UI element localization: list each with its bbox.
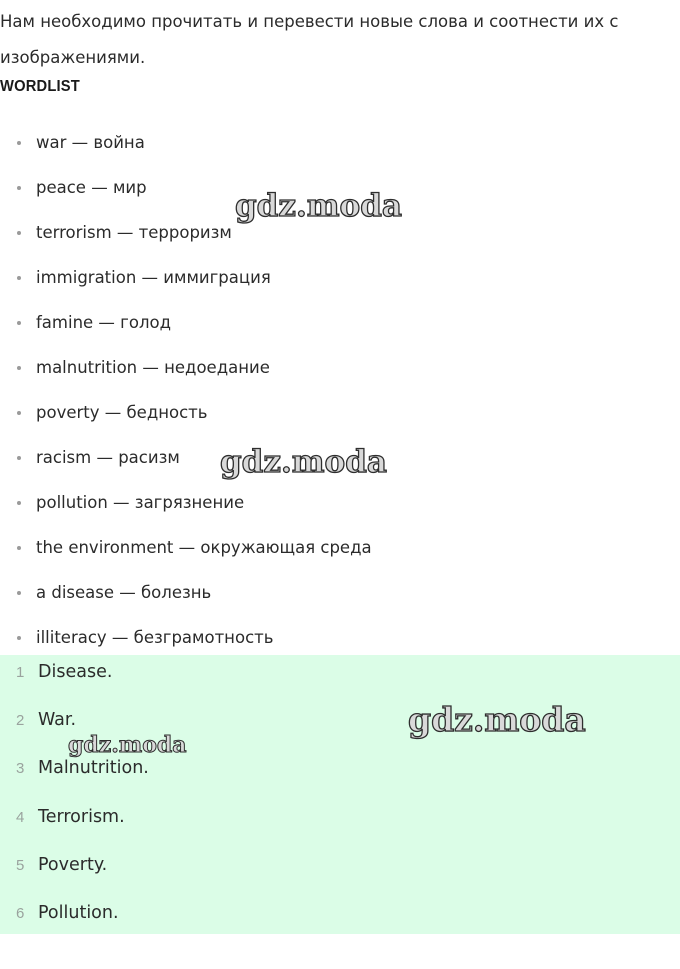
list-item — [0, 390, 680, 435]
bullet-icon — [17, 276, 21, 280]
watermark: gdz.moda — [220, 444, 387, 480]
list-item-text: malnutrition — недоедание — [36, 358, 270, 377]
bullet-icon — [17, 141, 21, 145]
answer-text: War. — [38, 710, 77, 731]
answer-number: 5 — [16, 856, 25, 874]
bullet-icon — [17, 636, 21, 640]
bullet-icon — [17, 411, 21, 415]
answer-item — [0, 896, 680, 944]
answer-number: 1 — [16, 664, 25, 681]
list-item-text: famine — голод — [36, 313, 171, 332]
list-item — [0, 480, 680, 525]
bullet-icon — [17, 321, 21, 325]
list-item-text: war — война — [36, 133, 145, 152]
answer-text: Malnutrition. — [38, 758, 149, 779]
list-item-text: racism — расизм — [36, 448, 180, 467]
bullet-icon — [17, 546, 21, 550]
list-item-text: terrorism — терроризм — [36, 223, 232, 242]
answer-number: 4 — [16, 808, 25, 826]
bullet-icon — [17, 366, 21, 370]
watermark: gdz.moda — [68, 732, 187, 758]
wordlist-heading: WORDLIST — [0, 78, 80, 95]
answer-item — [0, 751, 680, 799]
list-item — [0, 570, 680, 615]
intro-text: Нам необходимо прочитать и перевести новые слова и соотнести их с изображениями. — [0, 12, 619, 67]
answer-number: 2 — [16, 712, 25, 730]
list-item — [0, 525, 680, 570]
list-item — [0, 300, 680, 345]
bullet-icon — [17, 591, 21, 595]
list-item-text: poverty — бедность — [36, 403, 208, 422]
answer-text: Terrorism. — [38, 806, 125, 827]
answers-block — [0, 655, 680, 934]
answer-number: 3 — [16, 760, 25, 778]
watermark: gdz.moda — [235, 188, 402, 224]
list-item — [0, 345, 680, 390]
answer-number: 6 — [16, 904, 25, 922]
bullet-icon — [17, 231, 21, 235]
list-item-text: immigration — иммиграция — [36, 268, 271, 287]
answer-text: Pollution. — [38, 902, 119, 923]
list-item-text: the environment — окружающая среда — [36, 538, 372, 557]
list-item-text: illiteracy — безграмотность — [36, 628, 274, 647]
answer-item — [0, 800, 680, 848]
list-item — [0, 255, 680, 300]
list-item-text: a disease — болезнь — [36, 583, 212, 602]
list-item — [0, 120, 680, 165]
bullet-icon — [17, 501, 21, 505]
answer-text: Disease. — [38, 662, 113, 682]
answer-text: Poverty. — [38, 854, 108, 875]
list-item-text: peace — мир — [36, 178, 147, 197]
bullet-icon — [17, 456, 21, 460]
list-item — [0, 615, 680, 660]
answer-item — [0, 848, 680, 896]
bullet-icon — [17, 186, 21, 190]
list-item-text: pollution — загрязнение — [36, 493, 245, 512]
answer-item — [0, 655, 680, 703]
watermark: gdz.moda — [408, 700, 586, 739]
